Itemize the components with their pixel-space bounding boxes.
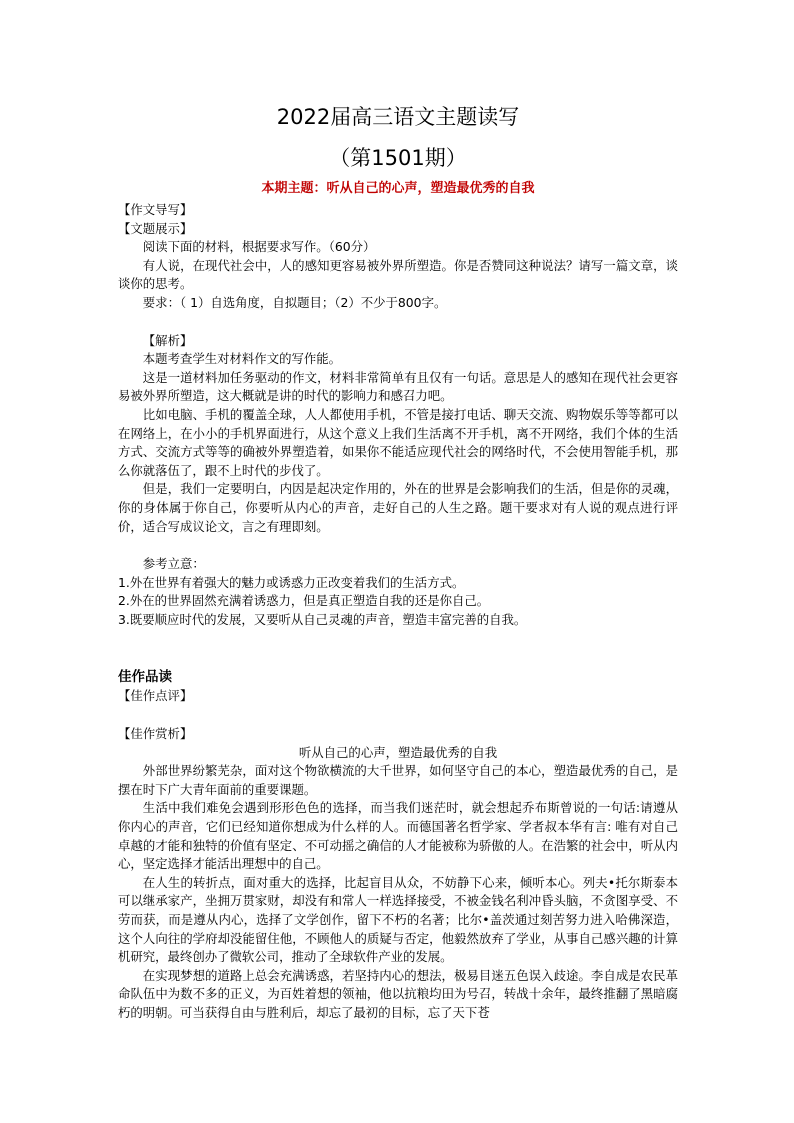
essay-paragraph: 生活中我们难免会遇到形形色色的选择，而当我们迷茫时，就会想起乔布斯曾说的一句话:请遵从你内心的声音，它们已经知道你想成为什么样的人。而德国著名哲学家、学者叔本华有言: 唯有对自己卓越的才能和独特的价值有坚定、不可动摇之确信的人才能被称为骄傲的人。在浩繁的社会中，听从内心，坚定选择才能活出理想中的自己。 bbox=[118, 800, 678, 872]
spacer bbox=[118, 706, 678, 725]
spacer bbox=[118, 313, 678, 332]
essay-paragraph: 外部世界纷繁芜杂，面对这个物欲横流的大千世界，如何坚守自己的本心，塑造最优秀的自己，是摆在时下广大青年面前的重要课题。 bbox=[118, 763, 678, 797]
section-heading-reading: 佳作品读 bbox=[118, 669, 172, 686]
idea-item: 3.既要顺应时代的发展，又要听从自己灵魂的声音，塑造丰富完善的自我。 bbox=[118, 611, 527, 627]
idea-item: 1.外在世界有着强大的魅力或诱惑力正改变着我们的生活方式。 bbox=[118, 574, 465, 590]
analysis-paragraph: 这是一道材料加任务驱动的作文，材料非常简单有且仅有一句话。意思是人的感知在现代社会更容易被外界所塑造，这大概就是讲的时代的影响力和感召力吧。 bbox=[118, 369, 678, 404]
essay-paragraph: 在实现梦想的道路上总会充满诱惑，若坚持内心的想法，极易目迷五色误入歧途。李自成是农民革命队伍中为数不多的正义，为百姓着想的领袖，他以抗粮均田为号召，转战十余年，最终推翻了黑暗腐朽的明朝。可当获得自由与胜利后，却忘了最初的目标，忘了天下苍 bbox=[118, 967, 678, 1020]
analysis-paragraph: 但是，我们一定要明白，内因是起决定作用的，外在的世界是会影响我们的生活，但是你的灵魂，你的身体属于你自己，你要听从内心的声音，走好自己的人生之路。题干要求对有人说的观点进行评价，适合写成议论文，言之有理即刻。 bbox=[118, 481, 678, 534]
ideas-heading: 参考立意： bbox=[142, 556, 205, 572]
issue-number: （第1501期） bbox=[329, 146, 467, 170]
document-title: 2022届高三语文主题读写 bbox=[276, 105, 520, 129]
spacer bbox=[118, 629, 678, 667]
guide-heading: 【作文导写】 bbox=[118, 202, 193, 217]
spacer bbox=[118, 536, 678, 555]
document-body bbox=[118, 201, 678, 1023]
prompt-material: 有人说，在现代社会中，人的感知更容易被外界所塑造。你是否赞同这种说法？请写一篇文章，谈谈你的思考。 bbox=[118, 257, 678, 292]
prompt-heading: 【文题展示】 bbox=[118, 220, 193, 236]
essay-title: 听从自己的心声，塑造最优秀的自我 bbox=[298, 744, 498, 760]
analysis-paragraph: 本题考查学生对材料作文的写作能。 bbox=[142, 351, 342, 367]
prompt-requirements: 要求：（ 1）自选角度，自拟题目；（2）不少于800字。 bbox=[142, 294, 447, 310]
appreciation-heading: 【佳作赏析】 bbox=[118, 726, 193, 742]
essay-paragraph: 在人生的转折点，面对重大的选择，比起盲目从众，不妨静下心来，倾听本心。列夫•托尔斯泰本可以继承家产，坐拥万贯家财，却没有和常人一样选择接受，不被金钱名利冲昏头脑，不贪图享受、不劳而获，而是遵从内心，选择了文学创作，留下不朽的名著；比尔•盖茨通过刻苦努力进入哈佛深造，这个人向往的学府却没能留住他，不顾他人的质疑与否定，他毅然放弃了学业，从事自己感兴趣的计算机研究，最终创办了微软公司，推动了全球软件产业的发展。 bbox=[118, 874, 678, 965]
idea-item: 2.外在的世界固然充满着诱惑力，但是真正塑造自我的还是你自己。 bbox=[118, 593, 490, 609]
analysis-heading: 【解析】 bbox=[142, 332, 193, 348]
issue-theme: 本期主题：听从自己的心声，塑造最优秀的自我 bbox=[261, 181, 535, 196]
prompt-intro: 阅读下面的材料，根据要求写作。（60分） bbox=[142, 239, 376, 255]
comment-heading: 【佳作点评】 bbox=[118, 688, 193, 704]
analysis-paragraph: 比如电脑、手机的覆盖全球，人人都使用手机，不管是接打电话、聊天交流、购物娱乐等等都可以在网络上，在小小的手机界面进行，从这个意义上我们生活离不开手机，离不开网络，我们个体的生活方式、交流方式等等的确被外界塑造着，如果你不能适应现代社会的网络时代，不会使用智能手机，那么你就落伍了，跟不上时代的步伐了。 bbox=[118, 406, 678, 478]
